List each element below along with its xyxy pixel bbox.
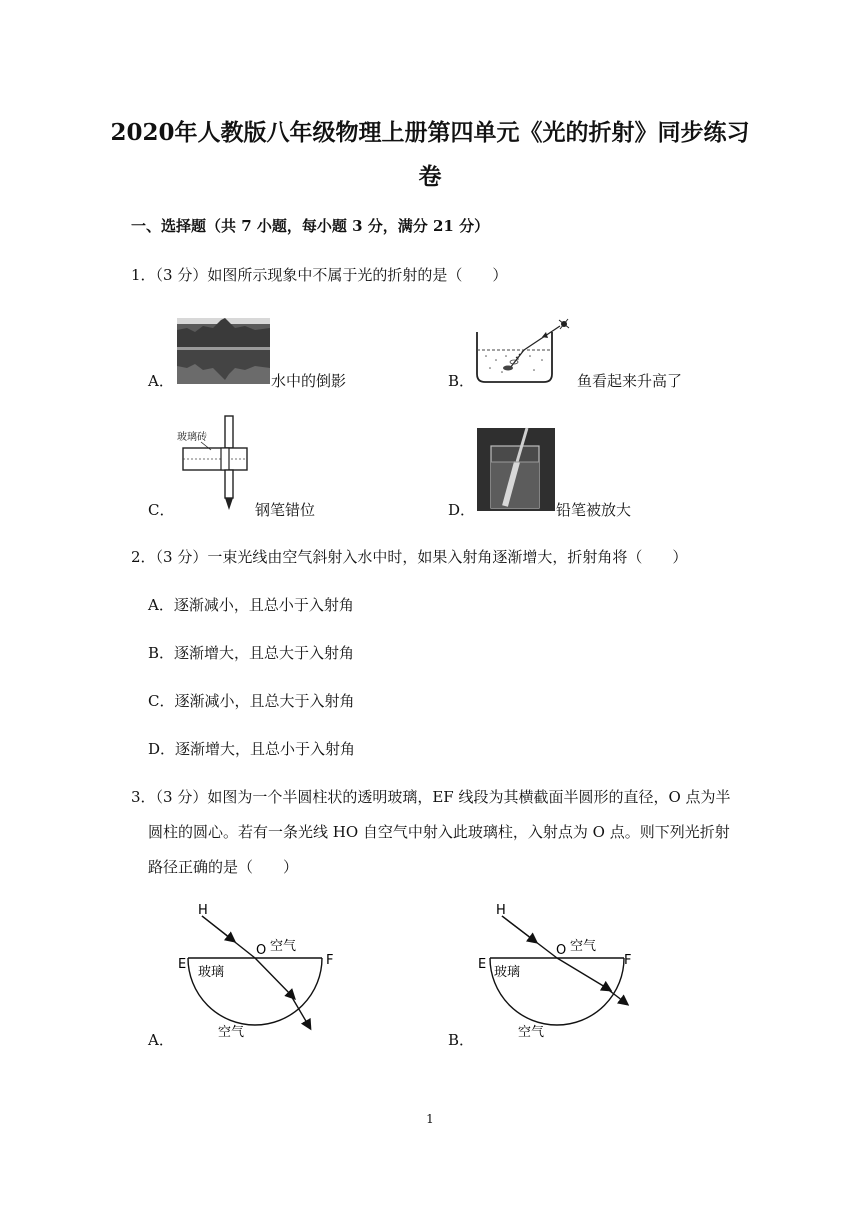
question-1-stem: 1．（3 分）如图所示现象中不属于光的折射的是（ ）: [131, 266, 508, 284]
q1-option-a-letter: A．: [148, 372, 174, 390]
q1-option-d-image: [477, 428, 555, 511]
q1-option-b-diagram: [472, 312, 582, 387]
q1-option-c-letter: C．: [148, 501, 175, 519]
q1-option-a-image: [177, 318, 270, 384]
q1-option-b-letter: B．: [448, 372, 475, 390]
q3-a-label-glass: 玻璃: [198, 965, 225, 980]
q3-a-label-o: O: [256, 943, 267, 958]
q2-option-a: A．逐渐减小，且总小于入射角: [148, 596, 354, 614]
q3-b-label-air-top: 空气: [570, 939, 597, 954]
question-3-line1: 3．（3 分）如图为一个半圆柱状的透明玻璃，EF 线段为其横截面半圆形的直径，O 点为半: [131, 788, 731, 806]
q3-b-label-h: H: [496, 903, 506, 918]
q3-option-a-letter: A．: [148, 1031, 174, 1049]
q3-a-label-air-top: 空气: [270, 939, 297, 954]
q3-a-label-air-bottom: 空气: [218, 1025, 245, 1040]
q3-a-label-e: E: [178, 957, 187, 972]
document-title-line1: 2020年人教版八年级物理上册第四单元《光的折射》同步练习: [110, 119, 750, 146]
q3-b-label-glass: 玻璃: [494, 965, 521, 980]
q1-option-b-caption: 鱼看起来升高了: [577, 372, 683, 390]
question-2-stem: 2．（3 分）一束光线由空气斜射入水中时，如果入射角逐渐增大，折射角将（ ）: [131, 548, 688, 566]
document-title-line2: 卷: [418, 163, 442, 190]
q1-option-c-caption: 钢笔错位: [255, 501, 316, 519]
q3-b-label-o: O: [556, 943, 567, 958]
q3-a-label-h: H: [198, 903, 208, 918]
q3-option-b-diagram: [472, 898, 642, 1048]
page-number: 1: [426, 1112, 434, 1126]
q1-option-a-caption: 水中的倒影: [271, 372, 347, 390]
q3-b-label-f: F: [624, 953, 632, 968]
section-heading: 一、选择题（共 7 小题，每小题 3 分，满分 21 分）: [131, 217, 490, 235]
q3-a-label-f: F: [326, 953, 334, 968]
q1-option-c-figure-label: 玻璃砖: [177, 432, 207, 443]
q2-option-d: D．逐渐增大，且总小于入射角: [148, 740, 356, 758]
question-3-line2: 圆柱的圆心。若有一条光线 HO 自空气中射入此玻璃柱，入射点为 O 点。则下列光折射: [148, 823, 730, 841]
q3-b-label-air-bottom: 空气: [518, 1025, 545, 1040]
q1-option-d-letter: D．: [448, 501, 476, 519]
q3-option-a-diagram: [172, 898, 332, 1048]
q3-b-label-e: E: [478, 957, 487, 972]
q2-option-c: C．逐渐减小，且总大于入射角: [148, 692, 355, 710]
q2-option-b: B．逐渐增大，且总大于入射角: [148, 644, 355, 662]
q1-option-d-caption: 铅笔被放大: [556, 501, 632, 519]
q3-option-b-letter: B．: [448, 1031, 475, 1049]
question-3-line3: 路径正确的是（ ）: [148, 858, 299, 876]
